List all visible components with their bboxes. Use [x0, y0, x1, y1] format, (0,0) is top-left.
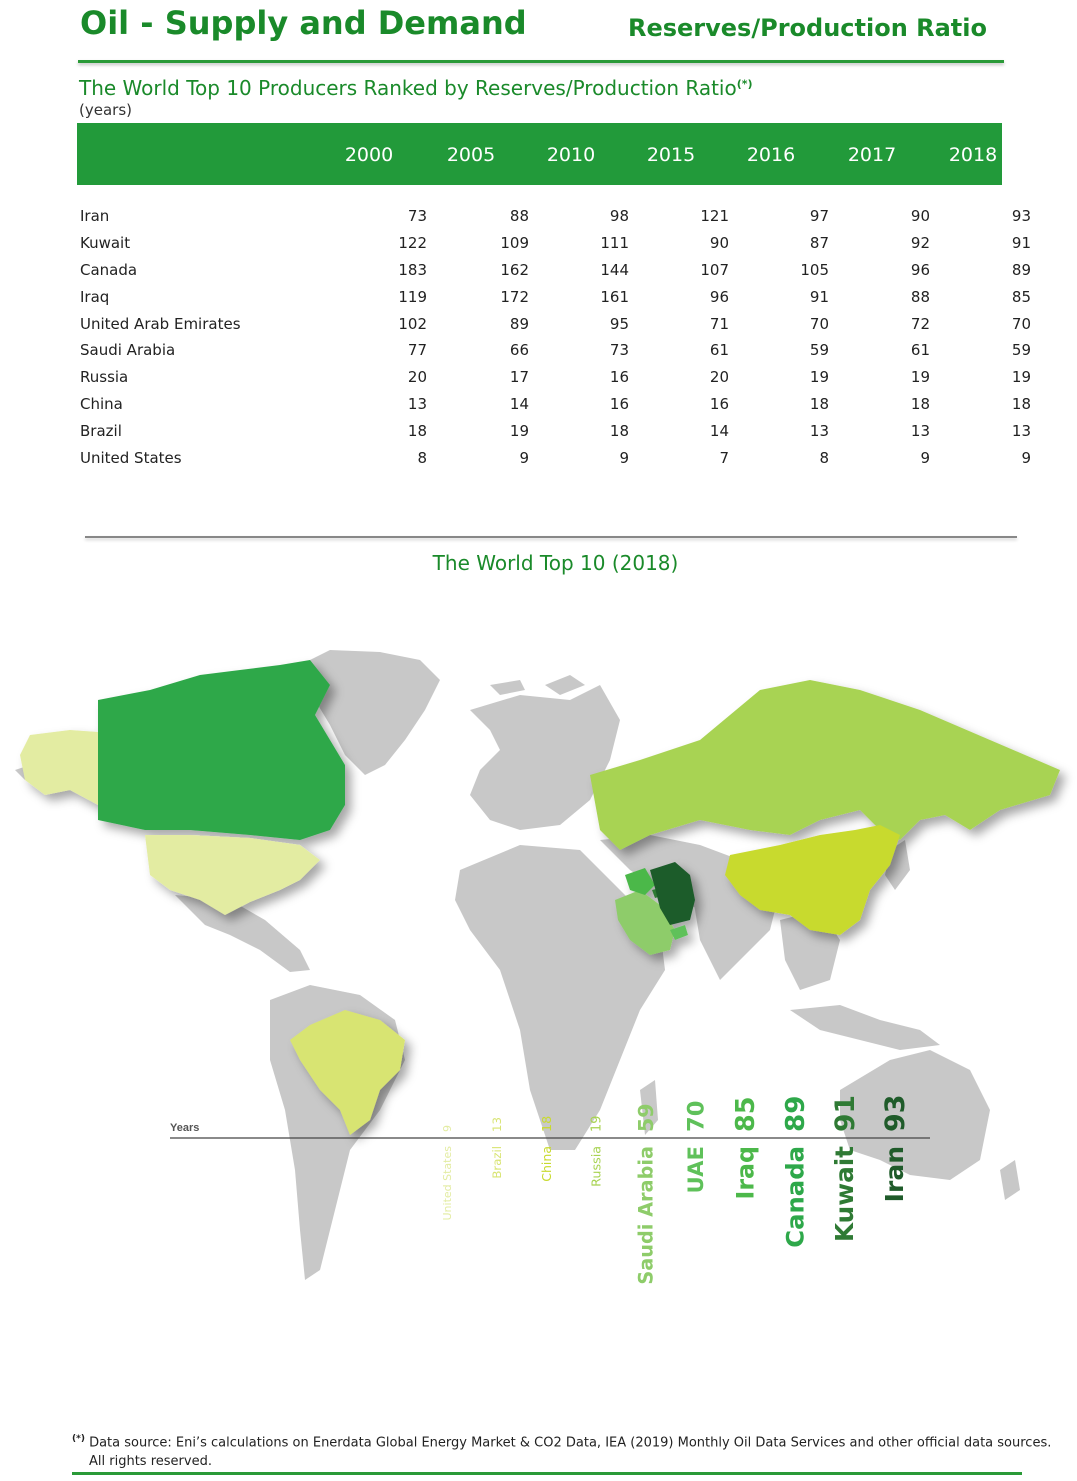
table-cell: 19: [809, 368, 829, 387]
table-cell: 70: [1011, 314, 1031, 333]
rank-value-label: 89: [781, 1095, 812, 1132]
country-name: Iran: [80, 207, 110, 225]
table-cell: 111: [600, 233, 629, 252]
country-name: Brazil: [80, 422, 122, 441]
year-header-2018: 2018: [948, 144, 998, 166]
rank-country-label: Brazil: [489, 1146, 504, 1179]
footnote: [72, 1430, 1051, 1471]
table-title-text: The World Top 10 Producers Ranked by Reserves/Production Ratio: [79, 76, 737, 100]
table-cell: 95: [609, 314, 629, 333]
table-cell: 172: [500, 287, 529, 306]
year-header-2010: 2010: [546, 144, 596, 166]
rank-country-label: Kuwait: [830, 1146, 860, 1243]
table-cell: 7: [719, 449, 729, 468]
table-title: [79, 76, 753, 100]
table-cell: 93: [1011, 207, 1031, 225]
table-cell: 9: [1021, 449, 1031, 468]
map-title: The World Top 10 (2018): [432, 551, 679, 575]
arctic-islands: [545, 675, 585, 695]
table-cell: 18: [809, 395, 829, 414]
table-unit: (years): [79, 101, 132, 119]
table-cell: 16: [609, 395, 629, 414]
table-header: [77, 123, 1002, 185]
rank-value-label: 85: [731, 1096, 762, 1132]
table-cell: 9: [519, 449, 529, 468]
map-canada: [98, 660, 345, 840]
table-cell: 90: [709, 233, 729, 252]
table-cell: 9: [619, 449, 629, 468]
country-name: United Arab Emirates: [80, 314, 241, 333]
table-row: [77, 365, 1031, 392]
country-name: China: [80, 395, 123, 414]
rank-value-label: 18: [538, 1115, 554, 1132]
table-cell: 8: [819, 449, 829, 468]
table-cell: 61: [709, 341, 729, 360]
table-cell: 59: [809, 341, 829, 360]
world-map: [0, 590, 1077, 1350]
map-russia: [590, 680, 1060, 850]
table-cell: 88: [509, 207, 529, 225]
table-cell: 18: [1011, 395, 1031, 414]
table-cell: 119: [398, 287, 427, 306]
rank-value-label: 93: [879, 1094, 911, 1132]
table-cell: 183: [398, 260, 427, 279]
table-cell: 20: [709, 368, 729, 387]
table-cell: 73: [609, 341, 629, 360]
table-cell: 73: [407, 207, 427, 225]
table-cell: 9: [920, 449, 930, 468]
table-cell: 92: [910, 233, 930, 252]
rank-value-label: 91: [829, 1094, 861, 1132]
table-row: [77, 338, 1031, 365]
table-cell: 18: [910, 395, 930, 414]
rank-country-label: Saudi Arabia: [634, 1146, 658, 1285]
rank-country-label: United States: [440, 1146, 454, 1221]
table-cell: 19: [910, 368, 930, 387]
country-name: Russia: [80, 368, 129, 387]
table-row: [77, 392, 1031, 419]
table-row: [77, 285, 1031, 312]
years-axis-label: Years: [170, 1122, 200, 1134]
year-header-2016: 2016: [746, 144, 796, 166]
table-cell: 18: [609, 422, 629, 441]
year-header-2005: 2005: [446, 144, 496, 166]
table-cell: 77: [407, 341, 427, 360]
table-cell: 109: [500, 233, 529, 252]
rank-value-label: 59: [633, 1103, 658, 1132]
table-cell: 19: [1011, 368, 1031, 387]
footnote-text-2: All rights reserved.: [89, 1454, 212, 1470]
table-cell: 13: [1011, 422, 1031, 441]
section-title: Reserves/Production Ratio: [627, 14, 987, 42]
table-row: [77, 204, 1031, 231]
top-divider: [78, 60, 1004, 63]
table-cell: 13: [407, 395, 427, 414]
table-cell: 18: [407, 422, 427, 441]
rank-country-label: Russia: [588, 1146, 604, 1187]
table-cell: 89: [509, 314, 529, 333]
footnote-marker: (*): [72, 1434, 85, 1444]
year-header-2000: 2000: [344, 144, 394, 166]
rank-country-label: Canada: [780, 1146, 810, 1248]
rank-value-label: 13: [489, 1116, 504, 1132]
footnote-text-1: Data source: Eni’s calculations on Enerdata Global Energy Market & CO2 Data, IEA (2019) Monthly Oil Data Services and other official data sources.: [89, 1435, 1052, 1451]
australia: [840, 1050, 990, 1180]
table-cell: 13: [910, 422, 930, 441]
table-cell: 96: [709, 287, 729, 306]
table-cell: 90: [910, 207, 930, 225]
table-cell: 102: [398, 314, 427, 333]
table-cell: 19: [509, 422, 529, 441]
table-cell: 16: [609, 368, 629, 387]
table-cell: 97: [809, 207, 829, 225]
table-row: [77, 231, 1031, 258]
table-cell: 162: [500, 260, 529, 279]
table-row: [77, 419, 1031, 446]
middle-divider: [85, 536, 1017, 538]
year-header-2017: 2017: [847, 144, 897, 166]
table-cell: 87: [809, 233, 829, 252]
table-cell: 96: [910, 260, 930, 279]
table-cell: 66: [509, 341, 529, 360]
table-cell: 89: [1011, 260, 1031, 279]
country-name: Saudi Arabia: [80, 341, 176, 360]
table-cell: 91: [809, 287, 829, 306]
footnote-line-1: [72, 1430, 1051, 1452]
map-united-states: [145, 835, 320, 915]
bottom-divider: [72, 1472, 1022, 1475]
country-name: United States: [80, 449, 182, 468]
country-name: Kuwait: [80, 233, 131, 252]
table-cell: 70: [809, 314, 829, 333]
table-cell: 91: [1011, 233, 1031, 252]
table-title-marker: (*): [736, 77, 753, 91]
rank-value-label: 70: [683, 1100, 710, 1132]
table-cell: 122: [398, 233, 427, 252]
table-cell: 14: [709, 422, 729, 441]
page-title: Oil - Supply and Demand: [80, 4, 527, 42]
table-cell: 8: [417, 449, 427, 468]
indonesia: [790, 1005, 940, 1050]
table-cell: 20: [407, 368, 427, 387]
rank-country-label: China: [538, 1146, 554, 1182]
table-cell: 61: [910, 341, 930, 360]
country-name: Iraq: [80, 287, 110, 306]
mexico-central-america: [175, 895, 310, 972]
table-row: [77, 258, 1031, 285]
map-alaska: [20, 730, 98, 805]
table-cell: 121: [700, 207, 729, 225]
rank-country-label: UAE: [682, 1146, 708, 1194]
table-cell: 14: [509, 395, 529, 414]
table-row: [77, 312, 1031, 339]
table-cell: 88: [910, 287, 930, 306]
table-cell: 59: [1011, 341, 1031, 360]
table-cell: 107: [700, 260, 729, 279]
country-name: Canada: [80, 260, 138, 279]
table-cell: 105: [800, 260, 829, 279]
year-header-2015: 2015: [646, 144, 696, 166]
table-cell: 144: [600, 260, 629, 279]
rank-country-label: Iran: [880, 1146, 910, 1203]
table-cell: 13: [809, 422, 829, 441]
table-cell: 71: [709, 314, 729, 333]
table-cell: 72: [910, 314, 930, 333]
rank-value-label: 19: [589, 1115, 605, 1132]
table-cell: 161: [600, 287, 629, 306]
new-zealand: [1000, 1160, 1020, 1200]
table-cell: 16: [709, 395, 729, 414]
table-cell: 17: [509, 368, 529, 387]
iceland: [490, 680, 525, 695]
rank-value-label: 9: [440, 1125, 454, 1132]
table-row: [77, 446, 1031, 473]
table-cell: 85: [1011, 287, 1031, 306]
table-cell: 98: [609, 207, 629, 225]
ranking-labels: [441, 1094, 911, 1284]
rank-country-label: Iraq: [731, 1146, 760, 1200]
table-body: [77, 204, 1031, 473]
